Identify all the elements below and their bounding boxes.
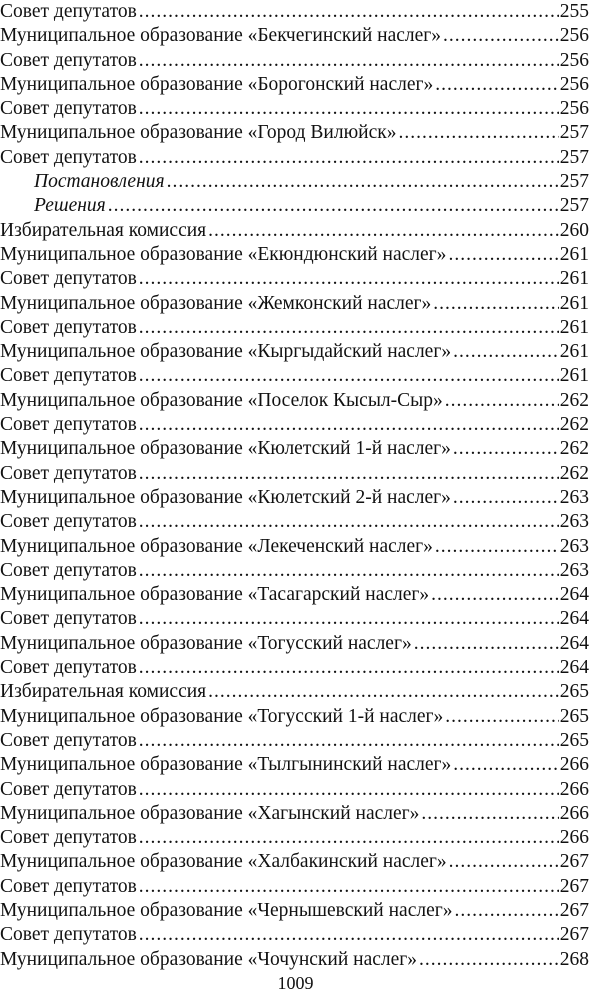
toc-entry-page: 267: [559, 851, 589, 873]
toc-entry-title: Совет депутатов: [0, 875, 137, 897]
toc-entry-page: 263: [559, 486, 589, 508]
toc-entry-page: 255: [559, 1, 589, 22]
dot-leader: [139, 778, 559, 802]
toc-entry: [0, 729, 589, 753]
dot-leader: [433, 292, 558, 316]
toc-entry-page: 256: [559, 98, 589, 120]
toc-entry: [0, 899, 589, 923]
toc-entry: [0, 340, 589, 364]
toc-entry-title: Совет депутатов: [0, 778, 137, 800]
dot-leader: [453, 486, 559, 510]
toc-entry: [0, 583, 589, 607]
toc-entry: [0, 778, 589, 802]
toc-entry-page: 261: [559, 316, 589, 338]
toc-entry-page: 266: [559, 827, 589, 849]
toc-entry-page: 266: [559, 778, 589, 800]
toc-entry: [0, 0, 589, 24]
toc-entry-title: Муниципальное образование «Жемконский наслег»: [0, 292, 432, 314]
toc-entry: [0, 632, 589, 656]
toc-entry-title: Совет депутатов: [0, 268, 137, 290]
dot-leader: [414, 632, 559, 656]
toc-entry: [0, 850, 589, 874]
toc-entry: [0, 24, 589, 48]
dot-leader: [443, 24, 559, 48]
toc-entry-title: Совет депутатов: [0, 1, 137, 22]
toc-entry-title: Совет депутатов: [0, 827, 137, 849]
toc-entry-title: Совет депутатов: [0, 49, 137, 71]
dot-leader: [139, 97, 559, 121]
toc-entry-page: 267: [559, 875, 589, 897]
toc-entry: [0, 413, 589, 437]
toc-entry-title: Совет депутатов: [0, 414, 137, 436]
dot-leader: [435, 73, 558, 97]
toc-entry: [0, 680, 589, 704]
toc-entry: [0, 389, 589, 413]
toc-entry: [0, 826, 589, 850]
toc-entry: [0, 146, 589, 170]
dot-leader: [139, 607, 559, 631]
dot-leader: [208, 219, 559, 243]
dot-leader: [139, 267, 559, 291]
dot-leader: [445, 705, 558, 729]
toc-entry-page: 266: [559, 754, 589, 776]
dot-leader: [167, 170, 559, 194]
toc-entry-title: Муниципальное образование «Кыргыдайский наслег»: [0, 341, 452, 363]
toc-entry-page: 263: [559, 535, 589, 557]
toc-entry: [0, 510, 589, 534]
toc-entry: [0, 656, 589, 680]
toc-entry-title: Совет депутатов: [0, 146, 137, 168]
toc-entry: [0, 97, 589, 121]
dot-leader: [421, 802, 558, 826]
toc-entry: [0, 802, 589, 826]
toc-entry-page: 264: [559, 632, 589, 654]
toc-entry-title: Муниципальное образование «Поселок Кысыл-Сыр»: [0, 389, 443, 411]
dot-leader: [139, 0, 559, 24]
toc-entry-title: Муниципальное образование «Лекеченский наслег»: [0, 535, 433, 557]
toc-entry-page: 262: [559, 389, 589, 411]
dot-leader: [455, 899, 559, 923]
toc-entry-page: 262: [559, 438, 589, 460]
dot-leader: [139, 49, 559, 73]
dot-leader: [139, 413, 559, 437]
toc-entry-title: Муниципальное образование «Екюндюнский наслег»: [0, 243, 447, 265]
toc-entry-page: 265: [559, 681, 589, 703]
toc-entry-page: 261: [559, 365, 589, 387]
toc-entry-page: 266: [559, 802, 589, 824]
toc-entry-title: Совет депутатов: [0, 365, 137, 387]
toc-entry-page: 264: [559, 608, 589, 630]
toc-entry: [0, 462, 589, 486]
toc-entry-title: Муниципальное образование «Город Вилюйск»: [0, 122, 397, 144]
dot-leader: [139, 364, 559, 388]
toc-entry-page: 256: [559, 73, 589, 95]
page-number: 1009: [277, 973, 314, 993]
toc-entry-title: Муниципальное образование «Бекчегинский наслег»: [0, 25, 442, 47]
dot-leader: [139, 316, 559, 340]
dot-leader: [139, 510, 559, 534]
dot-leader: [139, 462, 559, 486]
toc-subentry: [0, 170, 589, 194]
toc-entry-page: 262: [559, 414, 589, 436]
toc-entry: [0, 121, 589, 145]
dot-leader: [139, 656, 559, 680]
toc-entry-title: Избирательная комиссия: [0, 219, 207, 241]
toc-entry: [0, 875, 589, 899]
dot-leader: [449, 850, 559, 874]
dot-leader: [453, 437, 559, 461]
toc-entry: [0, 437, 589, 461]
toc-entry-page: 260: [559, 219, 589, 241]
toc-entry: [0, 49, 589, 73]
toc-entry-page: 257: [559, 122, 589, 144]
toc-entry-title: Постановления: [34, 171, 165, 193]
toc-entry-title: Муниципальное образование «Чернышевский наслег»: [0, 899, 453, 921]
dot-leader: [139, 875, 559, 899]
toc-entry-title: Муниципальное образование «Кюлетский 2-й наслег»: [0, 486, 451, 508]
dot-leader: [108, 194, 559, 218]
toc-entry-page: 267: [559, 899, 589, 921]
toc-entry-title: Совет депутатов: [0, 657, 137, 679]
toc-entry-page: 256: [559, 25, 589, 47]
toc-entry-page: 268: [559, 948, 589, 970]
toc-entry-title: Муниципальное образование «Хагынский наслег»: [0, 802, 420, 824]
toc-entry-page: 265: [559, 729, 589, 751]
toc-entry-title: Совет депутатов: [0, 511, 137, 533]
toc-entry-page: 264: [559, 657, 589, 679]
toc-entry: [0, 559, 589, 583]
dot-leader: [453, 340, 559, 364]
toc-entry: [0, 753, 589, 777]
dot-leader: [139, 559, 559, 583]
toc-entry: [0, 364, 589, 388]
toc-entry-title: Совет депутатов: [0, 729, 137, 751]
toc-entry: [0, 267, 589, 291]
toc-entry-page: 261: [559, 341, 589, 363]
toc-entry-page: 261: [559, 268, 589, 290]
toc-entry-page: 263: [559, 559, 589, 581]
toc-entry-title: Муниципальное образование «Кюлетский 1-й наслег»: [0, 438, 451, 460]
dot-leader: [445, 389, 559, 413]
toc-entry-page: 257: [559, 171, 589, 193]
dot-leader: [419, 948, 559, 972]
toc-entry: [0, 607, 589, 631]
dot-leader: [139, 923, 559, 947]
toc-entry-title: Избирательная комиссия: [0, 681, 207, 703]
toc-entry-title: Муниципальное образование «Чочунский наслег»: [0, 948, 418, 970]
toc-entry-page: 256: [559, 49, 589, 71]
toc-entry-title: Совет депутатов: [0, 98, 137, 120]
toc-entry: [0, 316, 589, 340]
toc-entry: [0, 948, 589, 972]
dot-leader: [139, 146, 559, 170]
toc-entry-title: Совет депутатов: [0, 608, 137, 630]
toc-entry-page: 257: [559, 146, 589, 168]
toc-entry: [0, 292, 589, 316]
toc-entry-title: Муниципальное образование «Тасагарский наслег»: [0, 584, 430, 606]
toc-entry: [0, 705, 589, 729]
toc-entry-title: Совет депутатов: [0, 316, 137, 338]
toc-entry-page: 257: [559, 195, 589, 217]
toc-entry-page: 264: [559, 584, 589, 606]
toc-entry-title: Муниципальное образование «Тогусский 1-й наслег»: [0, 705, 444, 727]
toc-entry-page: 261: [559, 292, 589, 314]
toc-entry: [0, 243, 589, 267]
dot-leader: [435, 535, 559, 559]
toc-entry-page: 261: [559, 243, 589, 265]
dot-leader: [431, 583, 559, 607]
toc-entry-title: Муниципальное образование «Борогонский наслег»: [0, 73, 434, 95]
dot-leader: [208, 680, 559, 704]
toc-entry: [0, 486, 589, 510]
toc-entry-page: 265: [559, 705, 589, 727]
dot-leader: [139, 826, 559, 850]
dot-leader: [453, 753, 558, 777]
dot-leader: [398, 121, 558, 145]
toc-entry-title: Совет депутатов: [0, 924, 137, 946]
toc-subentry: [0, 194, 589, 218]
toc-entry-title: Решения: [34, 195, 106, 217]
toc-entry-page: 262: [559, 462, 589, 484]
toc-entry-title: Муниципальное образование «Халбакинский наслег»: [0, 851, 447, 873]
toc-entry-page: 263: [559, 511, 589, 533]
toc-entry-title: Муниципальное образование «Тылгынинский наслег»: [0, 754, 452, 776]
toc-entry: [0, 535, 589, 559]
toc-entry-title: Совет депутатов: [0, 559, 137, 581]
toc-entry: [0, 73, 589, 97]
dot-leader: [448, 243, 558, 267]
toc-entry-title: Муниципальное образование «Тогусский наслег»: [0, 632, 412, 654]
toc-entry: [0, 923, 589, 947]
toc-entry-title: Совет депутатов: [0, 462, 137, 484]
toc-entry: [0, 219, 589, 243]
dot-leader: [139, 729, 559, 753]
toc-entry-page: 267: [559, 924, 589, 946]
